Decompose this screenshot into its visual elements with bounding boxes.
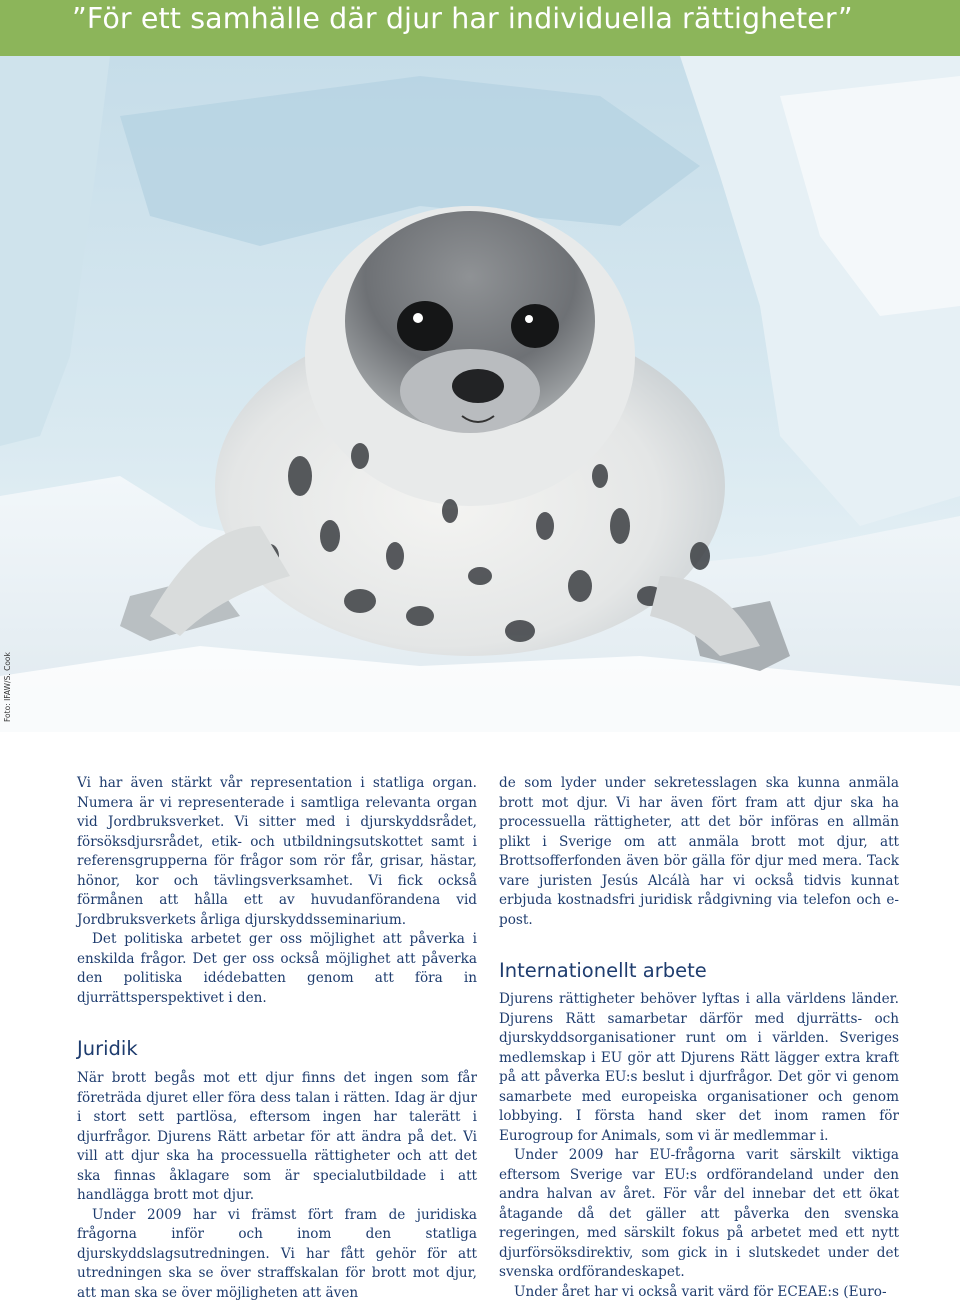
paragraph: När brott begås mot ett djur finns det ingen som får företräda djuret eller föra dess talan i rätten. Idag är djur i stort sett partlösa, eftersom ingen har talerätt i djurfrågor. Djurens Rätt arbetar för att ändra på det. Vi vill att djur ska ha processuella rättigheter och att det ska finnas åklagare som är specialutbildade i att handlägga brott mot djur. <box>77 1069 477 1206</box>
header-banner <box>0 0 960 56</box>
section-heading-juridik: Juridik <box>77 1037 477 1061</box>
paragraph: Under 2009 har vi främst fört fram de juridiska frågorna inför och inom den statliga djurskyddslagsutredningen. Vi har fått gehör för att utredningen ska se över straffskalan för brott mot djur, att man ska se över möjligheten att även <box>77 1206 477 1303</box>
paragraph: Under 2009 har EU-frågorna varit särskilt viktiga eftersom Sverige var EU:s ordförandeland under den andra halvan av året. För vår del innebar det ett ökat åtagande då det gäller att påverka den svenska regeringen, med särskilt fokus på arbetet med ett nytt djurförsöksdirektiv, som gick in i slutskedet under det svenska ordförandeskapet. <box>499 1146 899 1283</box>
seal-photo <box>0 56 960 732</box>
paragraph: Det politiska arbetet ger oss möjlighet att påverka i enskilda frågor. Det ger oss också möjlighet att påverka den politiska idédebatten genom att föra in djurrättsperspektivet i den. <box>77 930 477 1008</box>
paragraph: Djurens rättigheter behöver lyftas i alla världens länder. Djurens Rätt samarbetar därför med djurrätts- och djurskyddsorganisationer runt om i världen. Sveriges medlemskap i EU gör att Djurens Rätt lägger extra kraft på att påverka EU:s beslut i djurfrågor. Det gör vi genom samarbete med europeiska organisationer och genom lobbying. I första hand sker det inom ramen för Eurogroup for Animals, som vi är medlemmar i. <box>499 990 899 1146</box>
photo-credit: Foto: IFAW/S. Cook <box>3 652 12 722</box>
page-title: ”För ett samhälle där djur har individuella rättigheter” <box>72 2 853 35</box>
paragraph: Under året har vi också varit värd för ECEAE:s (Euro- <box>499 1283 899 1303</box>
harp-seal-pup-illustration <box>0 56 960 732</box>
paragraph: de som lyder under sekretesslagen ska kunna anmäla brott mot djur. Vi har även fört fram att djur ska ha processuella rättigheter, att det bör införas en allmän plikt i Sverige om att anmäla brott mot djur, att Brottsofferfonden även bör gälla för djur med mera. Tack vare juristen Jesús Alcálà har vi också tidvis kunnat erbjuda kostnadsfri juridisk rådgivning via telefon och e-post. <box>499 774 899 930</box>
section-heading-internationellt: Internationellt arbete <box>499 959 899 983</box>
paragraph: Vi har även stärkt vår representation i statliga organ. Numera är vi representerade i samtliga relevanta organ vid Jordbruksverket. Vi sitter med i djurskyddsrådet, försöksdjursrådet, etik- och utbildningsutskottet samt i referensgrupperna för frågor som rör får, grisar, hästar, hönor, kor och tävlingsverksamhet. Vi fick också förmånen att hålla ett av huvudanförandena vid Jordbruksverkets årliga djurskyddsseminarium. <box>77 774 477 930</box>
text-column-left <box>77 774 477 1303</box>
text-column-right <box>499 774 899 1302</box>
